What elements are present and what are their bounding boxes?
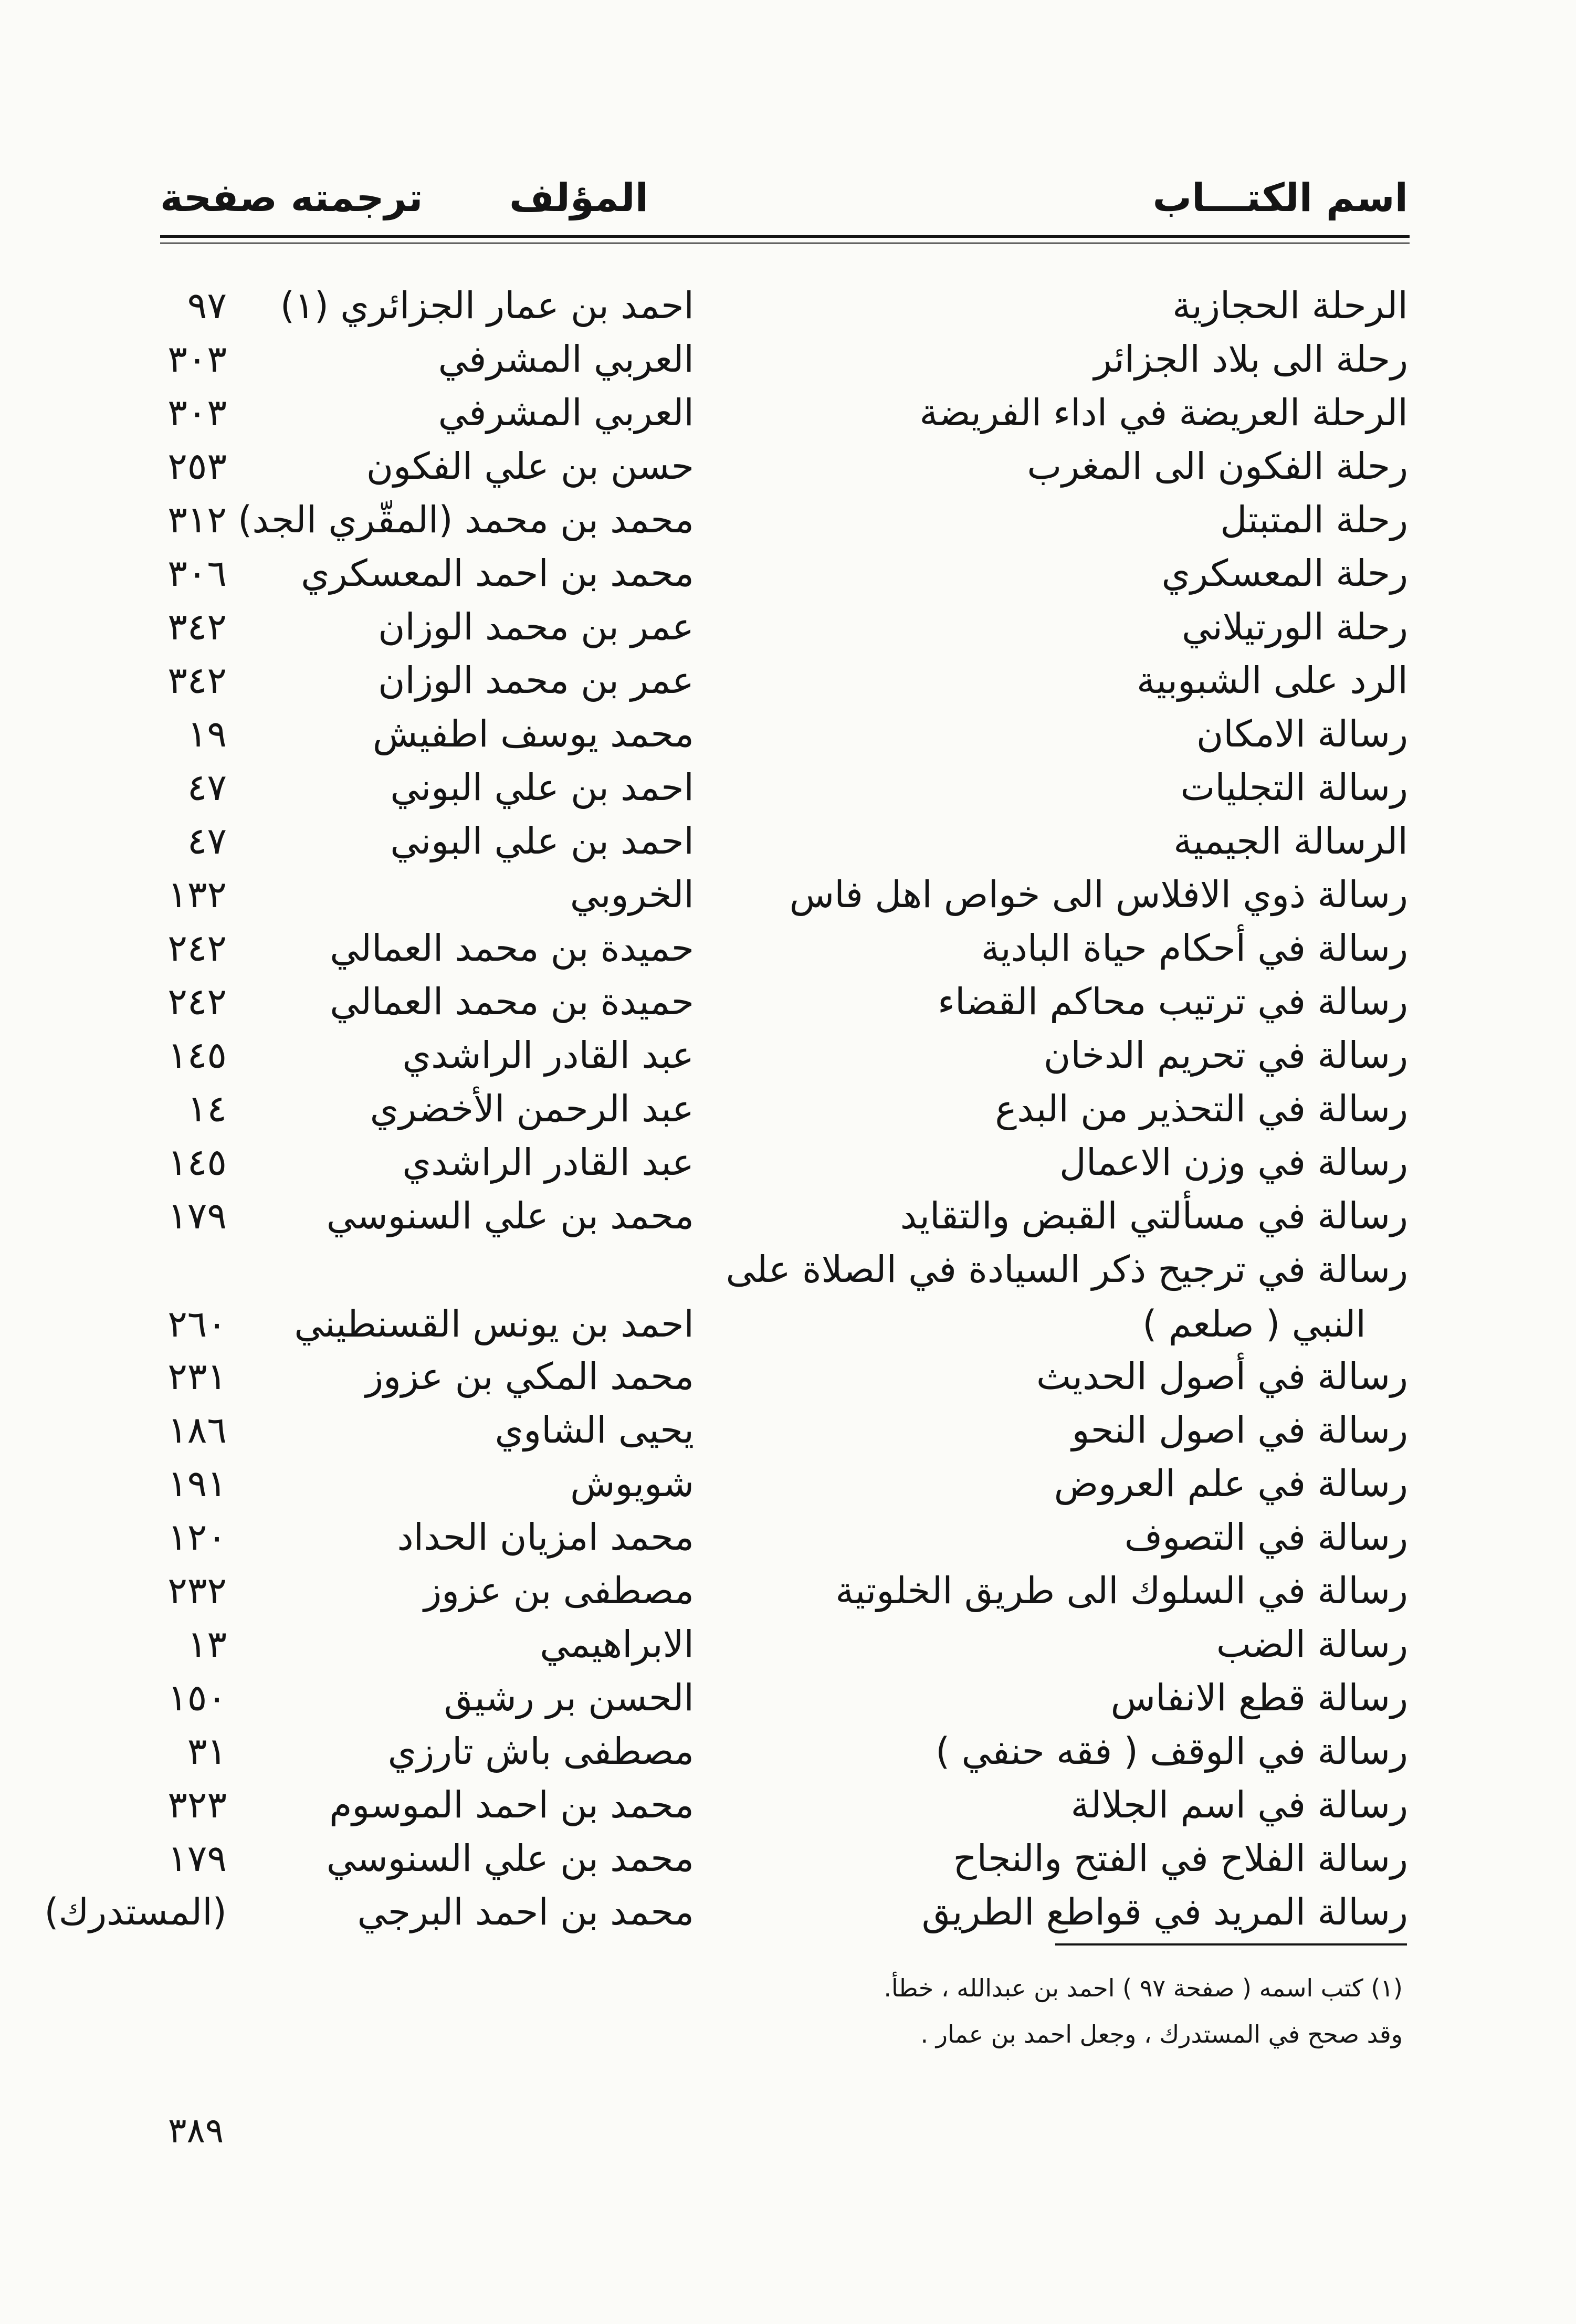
page-ref: ١٣٢ [167, 873, 227, 916]
author-name: الحسن بر رشيق [444, 1676, 694, 1719]
column-header-page: ترجمته صفحة [160, 175, 423, 220]
footnote-line-1: (١) كتب اسمه ( صفحة ٩٧ ) احمد بن عبدالله ، خطأ. [884, 1974, 1403, 2002]
author-name: محمد بن علي السنوسي [326, 1837, 694, 1880]
book-title: رسالة في وزن الاعمال [1059, 1141, 1408, 1184]
book-title: رسالة ذوي الافلاس الى خواص اهل فاس [789, 873, 1408, 916]
book-title: رسالة في علم العروض [1054, 1462, 1408, 1505]
table-row [0, 1028, 1576, 1082]
page-ref: ٢٥٣ [167, 445, 227, 488]
table-row [0, 1135, 1576, 1190]
table-row [0, 1242, 1576, 1345]
table-row [0, 439, 1576, 493]
column-header-title: اسم الكتـــاب [1152, 175, 1408, 220]
page-number: ٣٨٩ [168, 2110, 224, 2151]
book-title: رسالة في التصوف [1124, 1516, 1408, 1559]
table-row [0, 1403, 1576, 1457]
header-rule-thick [160, 235, 1410, 238]
page-ref: ٣١ [187, 1730, 227, 1773]
book-title: الرحلة الحجازية [1172, 284, 1408, 327]
book-title: رسالة التجليات [1180, 766, 1408, 809]
page-ref: ١٢٠ [167, 1516, 227, 1559]
author-name: عمر بن محمد الوزان [378, 659, 694, 702]
page-ref: ٤٧ [187, 819, 227, 863]
book-title: رسالة الامكان [1196, 712, 1408, 755]
author-name: حميدة بن محمد العمالي [330, 980, 694, 1023]
footnote-rule [1055, 1943, 1407, 1946]
table-row [0, 814, 1576, 868]
author-name: احمد بن عمار الجزائري (١) [280, 284, 694, 327]
table-row [0, 653, 1576, 708]
book-title: رسالة في أصول الحديث [1036, 1355, 1408, 1398]
page-ref: ٣١٢ [167, 498, 227, 541]
book-title: رسالة في ترجيح ذكر السيادة في الصلاة على [726, 1248, 1408, 1291]
book-title: رسالة في أحكام حياة البادية [981, 927, 1408, 970]
author-name: محمد بن علي السنوسي [326, 1194, 694, 1237]
header-rule-thin [160, 243, 1410, 244]
table-row [0, 1349, 1576, 1404]
book-title: رسالة في اسم الجلالة [1070, 1783, 1408, 1826]
table-row [0, 1563, 1576, 1618]
author-name: العربي المشرفي [438, 338, 694, 381]
page-ref: ١٤ [187, 1087, 227, 1130]
author-name: مصطفى باش تارزي [387, 1730, 694, 1773]
footnote-line-2: وقد صحح في المستدرك ، وجعل احمد بن عمار . [920, 2020, 1403, 2048]
page-ref: ٢٣٢ [167, 1569, 227, 1612]
table-row [0, 1778, 1576, 1832]
table-row [0, 1885, 1576, 1939]
page-ref: ١٩١ [167, 1462, 227, 1505]
book-title: رسالة في ترتيب محاكم القضاء [938, 980, 1408, 1023]
book-title: رحلة المعسكري [1161, 552, 1408, 595]
author-name: محمد بن محمد (المقّري الجد) [238, 498, 694, 541]
page-ref: ٣٠٣ [167, 391, 227, 434]
table-row [0, 1189, 1576, 1243]
author-name: احمد بن علي البوني [390, 819, 694, 863]
column-header-author: المؤلف [509, 175, 649, 220]
book-title: رحلة الى بلاد الجزائر [1094, 338, 1408, 381]
book-title: رحلة الفكون الى المغرب [1027, 445, 1408, 488]
table-row [0, 1831, 1576, 1886]
page-ref: ٢٤٢ [167, 980, 227, 1023]
author-name: محمد بن احمد البرجي [357, 1890, 694, 1933]
page-ref: ١٨٦ [167, 1408, 227, 1452]
author-name: احمد بن يونس القسنطيني [294, 1302, 694, 1345]
author-name: عبد القادر الراشدي [402, 1034, 694, 1077]
author-name: مصطفى بن عزوز [424, 1569, 694, 1612]
book-title: رسالة الضب [1216, 1623, 1408, 1666]
table-row [0, 1456, 1576, 1511]
table-row [0, 1617, 1576, 1671]
author-name: عبد القادر الراشدي [402, 1141, 694, 1184]
author-name: الخروبي [570, 873, 694, 916]
table-row [0, 492, 1576, 547]
page-ref: ٣٠٦ [167, 552, 227, 595]
page-ref: ٩٧ [187, 284, 227, 327]
author-name: الابراهيمي [540, 1623, 694, 1666]
page-ref: ٣٤٢ [167, 659, 227, 702]
table-row [0, 385, 1576, 440]
book-title: الرد على الشبوبية [1136, 659, 1408, 702]
table-row [0, 867, 1576, 922]
author-name: حميدة بن محمد العمالي [330, 927, 694, 970]
author-name: عمر بن محمد الوزان [378, 605, 694, 648]
page-ref: ١٥٠ [167, 1676, 227, 1719]
page-ref: ٢٤٢ [167, 927, 227, 970]
book-title: رسالة المريد في قواطع الطريق [921, 1890, 1408, 1933]
page-ref: ٣٤٢ [167, 605, 227, 648]
page-ref: ٣٠٣ [167, 338, 227, 381]
table-row [0, 278, 1576, 333]
author-name: العربي المشرفي [438, 391, 694, 434]
book-title: رسالة قطع الانفاس [1110, 1676, 1408, 1719]
table-row [0, 1081, 1576, 1136]
author-name: احمد بن علي البوني [390, 766, 694, 809]
author-name: محمد امزيان الحداد [397, 1516, 694, 1559]
book-title: الرحلة العريضة في اداء الفريضة [919, 391, 1408, 434]
book-title: رسالة في تحريم الدخان [1043, 1034, 1408, 1077]
book-title: الرسالة الجيمية [1173, 819, 1408, 863]
book-title: رسالة في مسألتي القبض والتقايد [900, 1194, 1408, 1237]
table-row [0, 332, 1576, 386]
book-title: رحلة الورتيلاني [1182, 605, 1408, 648]
author-name: يحيى الشاوي [495, 1408, 694, 1452]
author-name: محمد بن احمد الموسوم [329, 1783, 694, 1826]
author-name: محمد المكي بن عزوز [365, 1355, 694, 1398]
table-row [0, 921, 1576, 975]
book-title-continued: النبي ( صلعم ) [1142, 1302, 1366, 1345]
table-row [0, 760, 1576, 815]
author-name: عبد الرحمن الأخضري [370, 1087, 694, 1130]
table-row [0, 1724, 1576, 1779]
table-row [0, 546, 1576, 601]
page-ref: ١٣ [187, 1623, 227, 1666]
page-ref: ١٩ [187, 712, 227, 755]
book-title: رسالة في السلوك الى طريق الخلوتية [835, 1569, 1408, 1612]
page-ref: (المستدرك) [44, 1890, 227, 1933]
book-title: رسالة الفلاح في الفتح والنجاح [953, 1837, 1408, 1880]
table-row [0, 600, 1576, 654]
table-row [0, 707, 1576, 761]
page-ref: ٢٦٠ [167, 1302, 227, 1345]
book-title: رسالة في الوقف ( فقه حنفي ) [936, 1730, 1408, 1773]
author-name: محمد يوسف اطفيش [372, 712, 694, 755]
author-name: حسن بن علي الفكون [366, 445, 694, 488]
page-ref: ٣٢٣ [167, 1783, 227, 1826]
table-row [0, 974, 1576, 1029]
page-ref: ١٤٥ [167, 1034, 227, 1077]
table-row [0, 1670, 1576, 1725]
book-title: رسالة في اصول النحو [1071, 1408, 1408, 1452]
book-title: رحلة المتبتل [1220, 498, 1408, 541]
page-ref: ٤٧ [187, 766, 227, 809]
page-ref: ١٤٥ [167, 1141, 227, 1184]
page-ref: ١٧٩ [167, 1194, 227, 1237]
author-name: شويوش [570, 1462, 694, 1505]
book-title: رسالة في التحذير من البدع [995, 1087, 1408, 1130]
author-name: محمد بن احمد المعسكري [301, 552, 694, 595]
page-ref: ٢٣١ [167, 1355, 227, 1398]
page-ref: ١٧٩ [167, 1837, 227, 1880]
table-row [0, 1510, 1576, 1564]
